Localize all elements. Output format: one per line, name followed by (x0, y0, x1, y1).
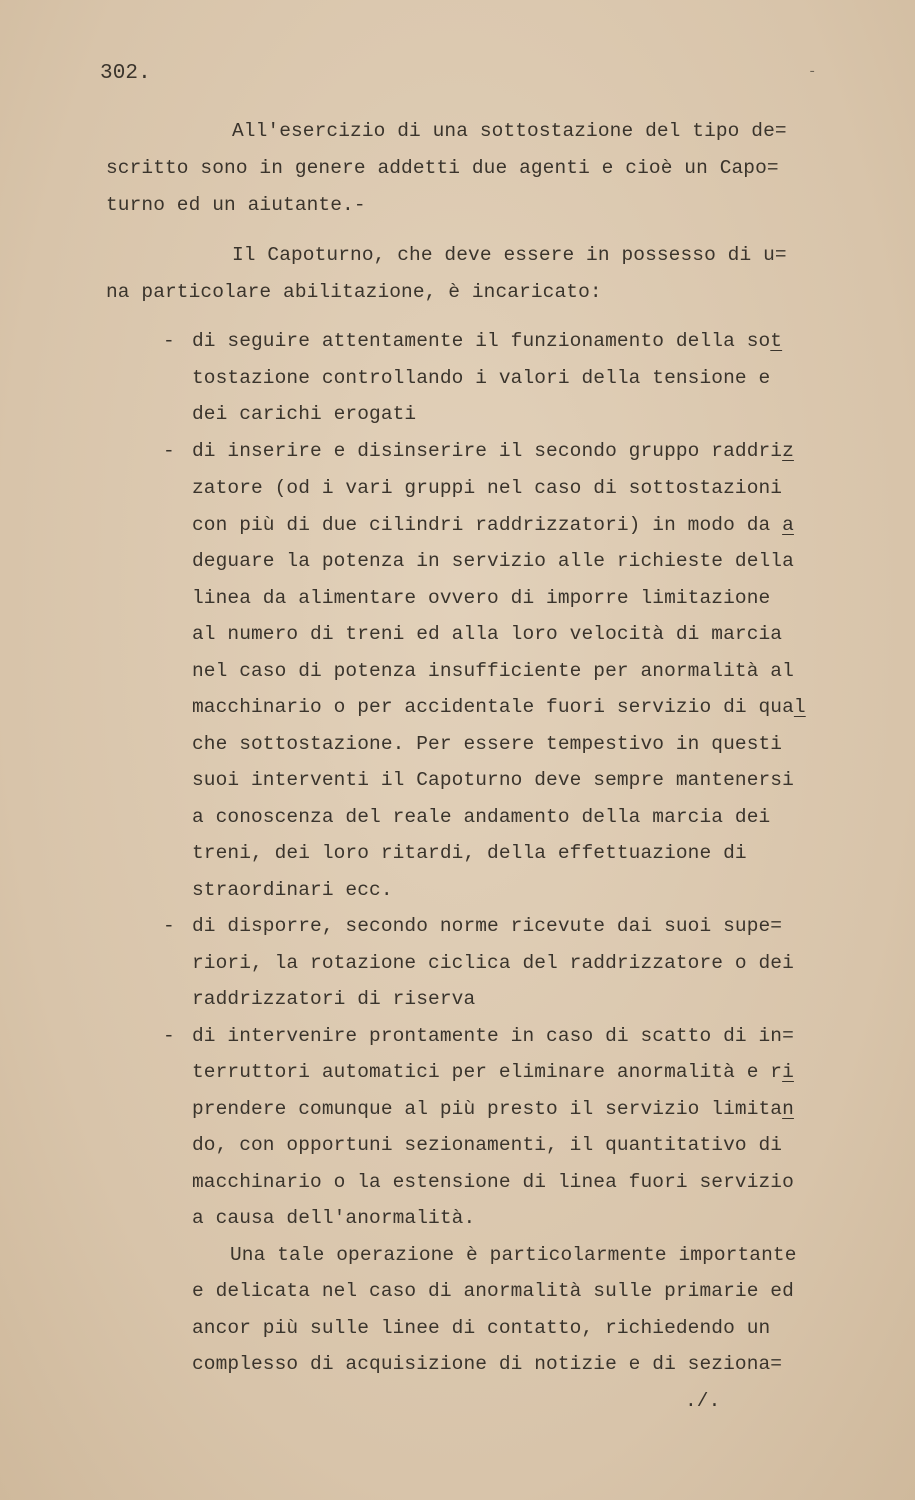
text-line: macchinario o la estensione di linea fuori servizio (192, 1171, 794, 1193)
text-line: riori, la rotazione ciclica del raddrizzatore o dei (192, 952, 794, 974)
text-line: scritto sono in genere addetti due agenti e cioè un Capo= (106, 157, 779, 179)
text-line: treni, dei loro ritardi, della effettuazione di (192, 842, 747, 864)
page-number: 302. (100, 62, 151, 85)
bullet-dash: - (163, 915, 175, 937)
text-line: zatore (od i vari gruppi nel caso di sottostazioni (192, 477, 783, 499)
text-line: suoi interventi il Capoturno deve sempre mantenersi (192, 769, 794, 791)
text-line: Il Capoturno, che deve essere in possesso di u= (232, 244, 787, 266)
text-line: prendere comunque al più presto il servizio limitan (192, 1098, 794, 1120)
text-line: di intervenire prontamente in caso di scatto di in= (192, 1025, 794, 1047)
text-line: con più di due cilindri raddrizzatori) in modo da a (192, 514, 794, 536)
text-line: di inserire e disinserire il secondo gruppo raddriz (192, 440, 794, 462)
text-line: e delicata nel caso di anormalità sulle primarie ed (192, 1280, 794, 1302)
text-line: All'esercizio di una sottostazione del tipo de= (232, 120, 787, 142)
text-line: deguare la potenza in servizio alle richieste della (192, 550, 794, 572)
text-line: macchinario o per accidentale fuori servizio di qual (192, 696, 806, 718)
text-line: tostazione controllando i valori della tensione e (192, 367, 771, 389)
corner-mark: - (808, 64, 817, 80)
text-line: linea da alimentare ovvero di imporre limitazione (192, 587, 771, 609)
text-line: di seguire attentamente il funzionamento della sot (192, 330, 783, 352)
text-line: a conoscenza del reale andamento della marcia dei (192, 806, 771, 828)
text-line: Una tale operazione è particolarmente importante (230, 1244, 797, 1266)
text-line: di disporre, secondo norme ricevute dai suoi supe= (192, 915, 783, 937)
bullet-dash: - (163, 440, 175, 462)
text-line: straordinari ecc. (192, 879, 393, 901)
text-line: che sottostazione. Per essere tempestivo in questi (192, 733, 783, 755)
text-line: a causa dell'anormalità. (192, 1207, 476, 1229)
text-line: al numero di treni ed alla loro velocità di marcia (192, 623, 783, 645)
text-line: nel caso di potenza insufficiente per anormalità al (192, 660, 794, 682)
text-line: complesso di acquisizione di notizie e di seziona= (192, 1353, 783, 1375)
bullet-dash: - (163, 1025, 175, 1047)
text-line: do, con opportuni sezionamenti, il quantitativo di (192, 1134, 783, 1156)
text-line: dei carichi erogati (192, 403, 417, 425)
bullet-dash: - (163, 330, 175, 352)
text-line: na particolare abilitazione, è incaricato: (106, 281, 602, 303)
text-line: ancor più sulle linee di contatto, richiedendo un (192, 1317, 771, 1339)
text-line: raddrizzatori di riserva (192, 988, 476, 1010)
text-line: terruttori automatici per eliminare anormalità e ri (192, 1061, 794, 1083)
continuation-mark: ./. (685, 1390, 721, 1412)
text-line: turno ed un aiutante.- (106, 194, 366, 216)
